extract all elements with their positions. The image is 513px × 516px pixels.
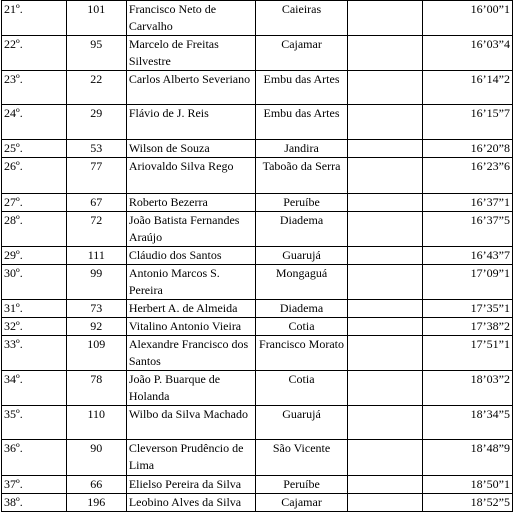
city-cell: Cajamar bbox=[255, 36, 347, 71]
empty-cell bbox=[348, 158, 423, 194]
city-cell: Mongaguá bbox=[255, 265, 347, 300]
athlete-name-cell: Antonio Marcos S. Pereira bbox=[126, 265, 255, 300]
table-row bbox=[2, 336, 513, 371]
position-cell: 30º. bbox=[2, 265, 67, 300]
table-row bbox=[2, 476, 513, 494]
empty-cell bbox=[348, 105, 423, 140]
city-cell: Cajamar bbox=[255, 494, 347, 512]
bib-number-cell: 53 bbox=[66, 140, 126, 158]
athlete-name-cell: Leobino Alves da Silva bbox=[126, 494, 255, 512]
city-cell: Embu das Artes bbox=[255, 105, 347, 140]
position-cell: 26º. bbox=[2, 158, 67, 194]
city-cell: Guarujá bbox=[255, 406, 347, 440]
bib-number-cell: 72 bbox=[66, 212, 126, 247]
table-row bbox=[2, 105, 513, 140]
bib-number-cell: 67 bbox=[66, 194, 126, 212]
empty-cell bbox=[348, 371, 423, 406]
bib-number-cell: 78 bbox=[66, 371, 126, 406]
empty-cell bbox=[348, 140, 423, 158]
table-row bbox=[2, 318, 513, 336]
athlete-name-cell: Vitalino Antonio Vieira bbox=[126, 318, 255, 336]
city-cell: Cotia bbox=[255, 371, 347, 406]
empty-cell bbox=[348, 265, 423, 300]
table-row bbox=[2, 36, 513, 71]
position-cell: 25º. bbox=[2, 140, 67, 158]
empty-cell bbox=[348, 336, 423, 371]
position-cell: 28º. bbox=[2, 212, 67, 247]
position-cell: 32º. bbox=[2, 318, 67, 336]
table-row bbox=[2, 265, 513, 300]
time-cell: 16’37”1 bbox=[422, 194, 512, 212]
time-cell: 18’34”5 bbox=[422, 406, 512, 440]
time-cell: 16’37”5 bbox=[422, 212, 512, 247]
position-cell: 22º. bbox=[2, 36, 67, 71]
time-cell: 16’03”4 bbox=[422, 36, 512, 71]
athlete-name-cell: Francisco Neto de Carvalho bbox=[126, 1, 255, 36]
bib-number-cell: 109 bbox=[66, 336, 126, 371]
time-cell: 18’52”5 bbox=[422, 494, 512, 512]
city-cell: Peruíbe bbox=[255, 194, 347, 212]
bib-number-cell: 29 bbox=[66, 105, 126, 140]
city-cell: Cotia bbox=[255, 318, 347, 336]
position-cell: 38º. bbox=[2, 494, 67, 512]
city-cell: Caieiras bbox=[255, 1, 347, 36]
time-cell: 16’23”6 bbox=[422, 158, 512, 194]
time-cell: 17’35”1 bbox=[422, 300, 512, 318]
city-cell: Diadema bbox=[255, 300, 347, 318]
table-row bbox=[2, 1, 513, 36]
athlete-name-cell: Elielso Pereira da Silva bbox=[126, 476, 255, 494]
table-row bbox=[2, 247, 513, 265]
city-cell: Francisco Morato bbox=[255, 336, 347, 371]
time-cell: 17’09”1 bbox=[422, 265, 512, 300]
table-row bbox=[2, 212, 513, 247]
bib-number-cell: 77 bbox=[66, 158, 126, 194]
time-cell: 18’03”2 bbox=[422, 371, 512, 406]
bib-number-cell: 111 bbox=[66, 247, 126, 265]
time-cell: 18’48”9 bbox=[422, 440, 512, 476]
position-cell: 29º. bbox=[2, 247, 67, 265]
table-row bbox=[2, 194, 513, 212]
empty-cell bbox=[348, 406, 423, 440]
bib-number-cell: 110 bbox=[66, 406, 126, 440]
time-cell: 17’38”2 bbox=[422, 318, 512, 336]
athlete-name-cell: Ariovaldo Silva Rego bbox=[126, 158, 255, 194]
time-cell: 18’50”1 bbox=[422, 476, 512, 494]
time-cell: 16’00”1 bbox=[422, 1, 512, 36]
bib-number-cell: 22 bbox=[66, 71, 126, 105]
empty-cell bbox=[348, 476, 423, 494]
empty-cell bbox=[348, 247, 423, 265]
empty-cell bbox=[348, 1, 423, 36]
results-table-body bbox=[2, 1, 513, 512]
table-row bbox=[2, 406, 513, 440]
position-cell: 21º. bbox=[2, 1, 67, 36]
bib-number-cell: 95 bbox=[66, 36, 126, 71]
position-cell: 23º. bbox=[2, 71, 67, 105]
athlete-name-cell: Alexandre Francisco dos Santos bbox=[126, 336, 255, 371]
city-cell: Guarujá bbox=[255, 247, 347, 265]
athlete-name-cell: Carlos Alberto Severiano bbox=[126, 71, 255, 105]
athlete-name-cell: Cláudio dos Santos bbox=[126, 247, 255, 265]
time-cell: 16’14”2 bbox=[422, 71, 512, 105]
position-cell: 24º. bbox=[2, 105, 67, 140]
athlete-name-cell: Herbert A. de Almeida bbox=[126, 300, 255, 318]
table-row bbox=[2, 300, 513, 318]
time-cell: 16’15”7 bbox=[422, 105, 512, 140]
position-cell: 35º. bbox=[2, 406, 67, 440]
position-cell: 36º. bbox=[2, 440, 67, 476]
time-cell: 16’20”8 bbox=[422, 140, 512, 158]
bib-number-cell: 101 bbox=[66, 1, 126, 36]
position-cell: 37º. bbox=[2, 476, 67, 494]
athlete-name-cell: Cleverson Prudêncio de Lima bbox=[126, 440, 255, 476]
empty-cell bbox=[348, 36, 423, 71]
athlete-name-cell: Roberto Bezerra bbox=[126, 194, 255, 212]
bib-number-cell: 92 bbox=[66, 318, 126, 336]
city-cell: Peruíbe bbox=[255, 476, 347, 494]
city-cell: Taboão da Serra bbox=[255, 158, 347, 194]
city-cell: Diadema bbox=[255, 212, 347, 247]
bib-number-cell: 196 bbox=[66, 494, 126, 512]
empty-cell bbox=[348, 212, 423, 247]
empty-cell bbox=[348, 71, 423, 105]
bib-number-cell: 73 bbox=[66, 300, 126, 318]
empty-cell bbox=[348, 194, 423, 212]
athlete-name-cell: João P. Buarque de Holanda bbox=[126, 371, 255, 406]
empty-cell bbox=[348, 494, 423, 512]
table-row bbox=[2, 494, 513, 512]
position-cell: 33º. bbox=[2, 336, 67, 371]
position-cell: 27º. bbox=[2, 194, 67, 212]
empty-cell bbox=[348, 440, 423, 476]
athlete-name-cell: Wilbo da Silva Machado bbox=[126, 406, 255, 440]
athlete-name-cell: Marcelo de Freitas Silvestre bbox=[126, 36, 255, 71]
athlete-name-cell: Wilson de Souza bbox=[126, 140, 255, 158]
bib-number-cell: 90 bbox=[66, 440, 126, 476]
city-cell: São Vicente bbox=[255, 440, 347, 476]
table-row bbox=[2, 440, 513, 476]
athlete-name-cell: Flávio de J. Reis bbox=[126, 105, 255, 140]
athlete-name-cell: João Batista Fernandes Araújo bbox=[126, 212, 255, 247]
results-table bbox=[1, 0, 513, 512]
table-row bbox=[2, 71, 513, 105]
position-cell: 34º. bbox=[2, 371, 67, 406]
bib-number-cell: 66 bbox=[66, 476, 126, 494]
position-cell: 31º. bbox=[2, 300, 67, 318]
empty-cell bbox=[348, 318, 423, 336]
time-cell: 17’51”1 bbox=[422, 336, 512, 371]
empty-cell bbox=[348, 300, 423, 318]
table-row bbox=[2, 371, 513, 406]
table-row bbox=[2, 140, 513, 158]
bib-number-cell: 99 bbox=[66, 265, 126, 300]
city-cell: Embu das Artes bbox=[255, 71, 347, 105]
city-cell: Jandira bbox=[255, 140, 347, 158]
time-cell: 16’43”7 bbox=[422, 247, 512, 265]
table-row bbox=[2, 158, 513, 194]
